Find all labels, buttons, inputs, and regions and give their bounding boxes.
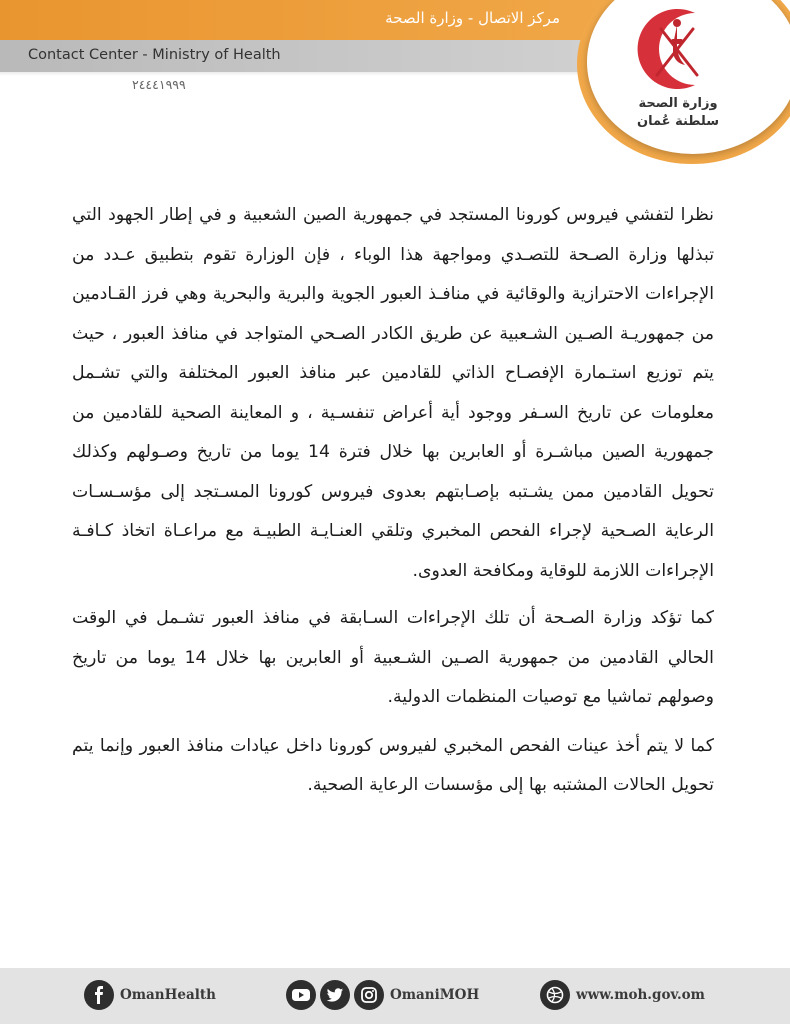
- logo-ministry-name: وزارة الصحة: [638, 96, 718, 111]
- logo-country-name: سلطنة عُمان: [636, 114, 720, 129]
- facebook-icon[interactable]: [84, 980, 114, 1010]
- header-shadow: [0, 72, 640, 76]
- header-phone: ٢٤٤٤١٩٩٩: [132, 77, 186, 92]
- twitter-icon[interactable]: [320, 980, 350, 1010]
- statement-body: [72, 196, 714, 806]
- paragraph-2: كما تؤكد وزارة الصـحة أن تلك الإجراءات السـابقة في منافذ العبور تشـمل في الوقت الحالي القادمين من جمهورية الصـين الشـعبية أو العابرين بها خلال 14 يوما من تاريخ وصولهم تماشيا مع توصيات المنظمات الدولية.: [72, 608, 714, 707]
- paragraph-1: نظرا لتفشي فيروس كورونا المستجد في جمهورية الصين الشعبية و في إطار الجهود التي تبذلها وزارة الصـحة للتصـدي ومواجهة هذا الوباء ، فإن الوزارة تقوم بتطبيق عـدد من الإجراءات الاحترازية والوقائية في منافـذ العبور الجوية والبرية والبحرية وهي فرز القـادمين من جمهوريـة الصـين الشـعبية عن طريق الكادر الصـحي المتواجد في منافذ العبور ، حيث يتم توزيع استـمارة الإفصـاح الذاتي للقادمين عبر منافذ العبور المختلفة والتي تشـمل معلومات عن تاريخ السـفر ووجود أية أعراض تنفسـية ، و المعاينة الصحية للقادمين من جمهورية الصين مباشـرة أو العابرين بها خلال فترة 14 يوما من تاريخ وصـولهم وكذلك تحويل القادمين ممن يشـتبه بإصـابتهم بعدوى فيروس كورونا المسـتجد إلى مؤسـسـات الرعاية الصـحية لإجراء الفحص المخبري وتلقي العنـايـة الطبيـة مع مراعـاة اتخاذ كـافـة الإجراءات اللازمة للوقاية ومكافحة العدوى.: [72, 205, 714, 581]
- header-arabic-title: مركز الاتصال - وزارة الصحة: [385, 9, 560, 27]
- ministry-emblem-icon: [627, 5, 727, 93]
- youtube-icon[interactable]: [286, 980, 316, 1010]
- instagram-icon[interactable]: [354, 980, 384, 1010]
- website-url[interactable]: www.moh.gov.om: [576, 987, 705, 1003]
- social-handle[interactable]: OmaniMOH: [390, 987, 480, 1003]
- footer-website[interactable]: [540, 978, 705, 1012]
- web-icon[interactable]: [540, 980, 570, 1010]
- facebook-handle[interactable]: OmanHealth: [120, 987, 216, 1003]
- header-english-title: Contact Center - Ministry of Health: [28, 47, 281, 63]
- paragraph-3: كما لا يتم أخذ عينات الفحص المخبري لفيروس كورونا داخل عيادات منافذ العبور وإنما يتم تحويل الحالات المشتبه بها إلى مؤسسات الرعاية الصحية.: [72, 735, 714, 795]
- footer-social-icons: [286, 978, 479, 1012]
- footer-facebook[interactable]: [84, 978, 216, 1012]
